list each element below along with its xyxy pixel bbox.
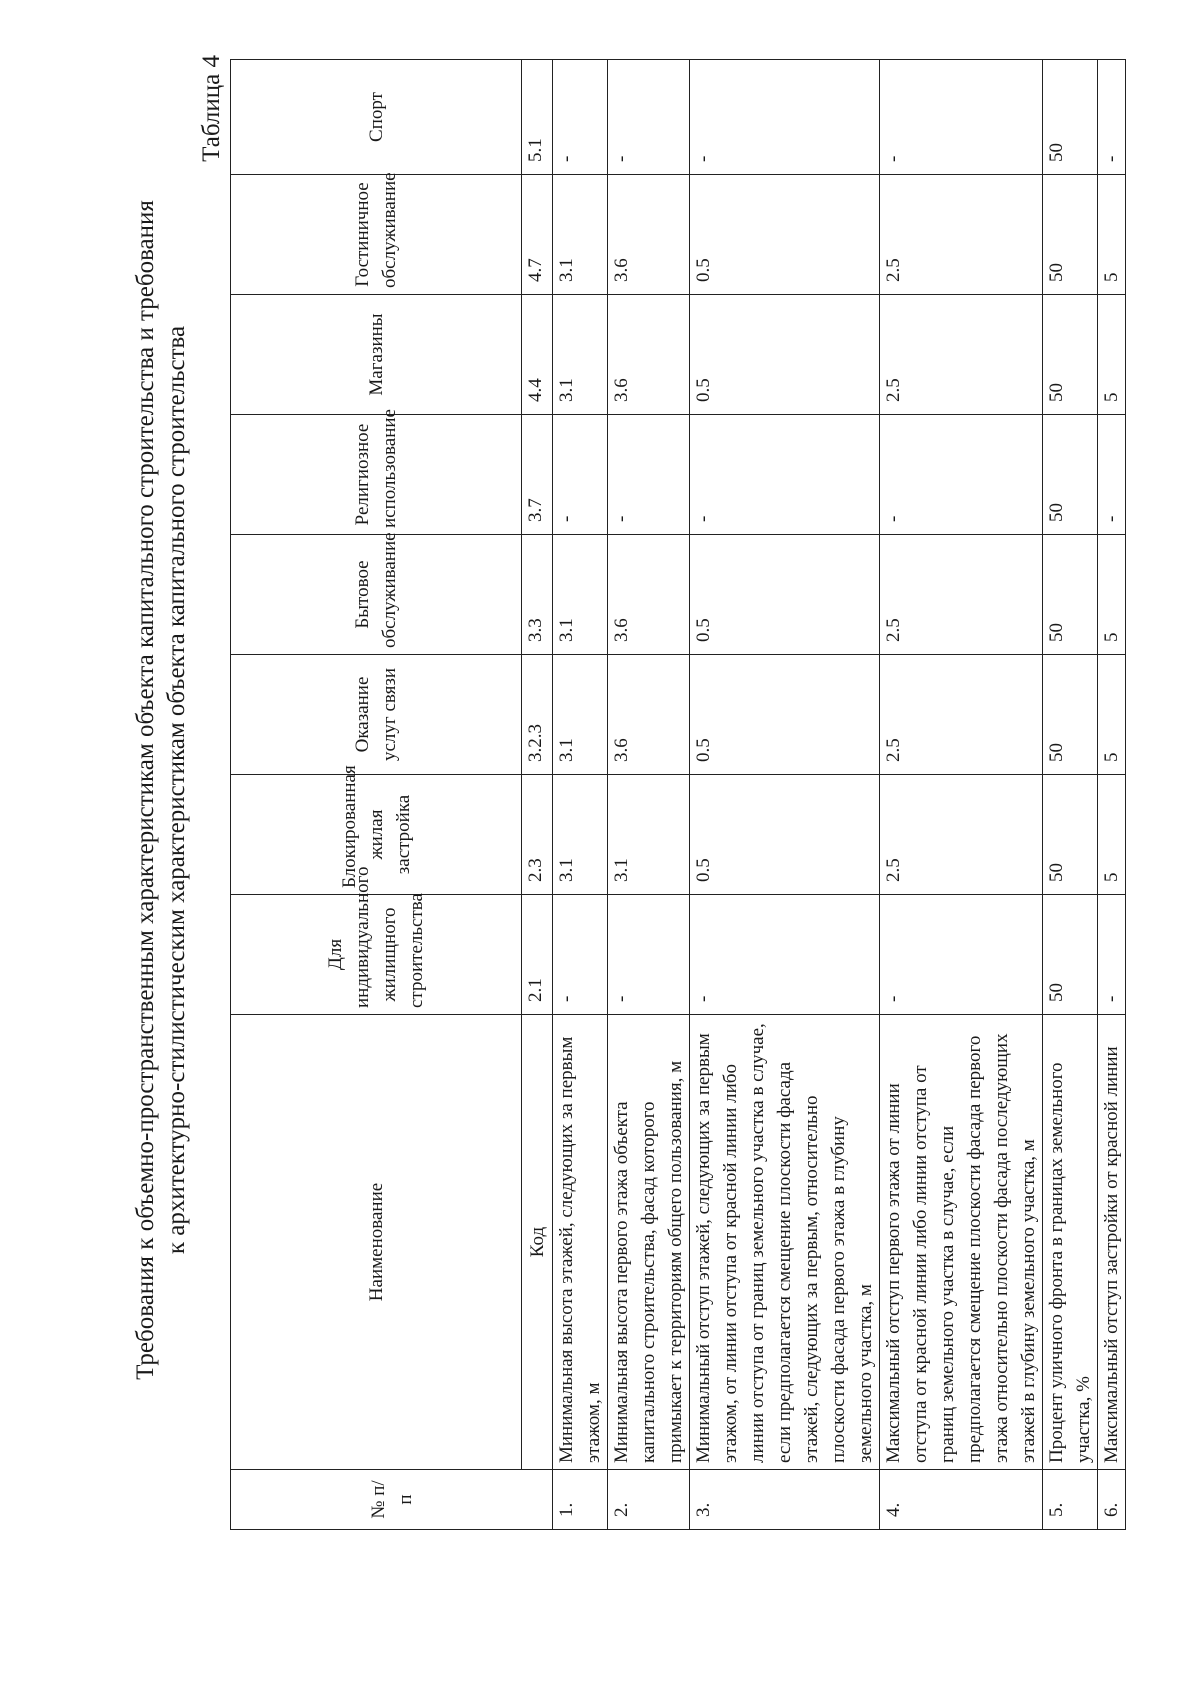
row-value: 3.1 bbox=[608, 775, 690, 895]
title-line-1: Требования к объемно-пространственным характеристикам объекта капитального строительства и требования bbox=[132, 200, 159, 1380]
row-value: 0.5 bbox=[690, 775, 880, 895]
row-number: 6. bbox=[1098, 1470, 1126, 1530]
header-col-4: Бытовое обслуживание bbox=[231, 535, 522, 655]
row-name: Минимальная высота этажей, следующих за первым этажом, м bbox=[553, 1015, 608, 1470]
header-col-7: Гостиничное обслуживание bbox=[231, 175, 522, 295]
row-value: 5 bbox=[1098, 295, 1126, 415]
row-value: - bbox=[690, 60, 880, 175]
row-value: 3.6 bbox=[608, 295, 690, 415]
row-value: - bbox=[690, 895, 880, 1015]
code-col-2: 2.3 bbox=[522, 775, 553, 895]
table-row bbox=[690, 60, 880, 1530]
row-name: Максимальный отступ застройки от красной линии bbox=[1098, 1015, 1126, 1470]
row-value: 2.5 bbox=[880, 775, 1043, 895]
row-value: - bbox=[1098, 60, 1126, 175]
header-col-3: Оказание услуг связи bbox=[231, 655, 522, 775]
header-col-5: Религиозное использование bbox=[231, 415, 522, 535]
title-line-2: к архитектурно-стилистическим характеристикам объекта капитального строительства bbox=[163, 325, 190, 1255]
requirements-table bbox=[230, 59, 1126, 1530]
row-value: - bbox=[553, 415, 608, 535]
row-value: 0.5 bbox=[690, 655, 880, 775]
row-number: 4. bbox=[880, 1470, 1043, 1530]
table-row bbox=[1043, 60, 1098, 1530]
row-value: - bbox=[608, 60, 690, 175]
row-value: 2.5 bbox=[880, 655, 1043, 775]
rotated-page bbox=[130, 50, 1130, 1530]
row-number: 3. bbox=[690, 1470, 880, 1530]
table-row bbox=[880, 60, 1043, 1530]
code-col-8: 5.1 bbox=[522, 60, 553, 175]
header-col-1: Для индивидуального жилищного строительства bbox=[231, 895, 522, 1015]
row-value: 3.1 bbox=[553, 655, 608, 775]
row-value: 2.5 bbox=[880, 535, 1043, 655]
row-value: - bbox=[1098, 895, 1126, 1015]
row-value: 3.1 bbox=[553, 175, 608, 295]
row-number: 5. bbox=[1043, 1470, 1098, 1530]
code-col-3: 3.2.3 bbox=[522, 655, 553, 775]
code-col-6: 4.4 bbox=[522, 295, 553, 415]
row-value: - bbox=[690, 415, 880, 535]
row-value: 50 bbox=[1043, 415, 1098, 535]
row-value: 0.5 bbox=[690, 175, 880, 295]
row-value: - bbox=[608, 415, 690, 535]
row-name: Процент уличного фронта в границах земельного участка, % bbox=[1043, 1015, 1098, 1470]
row-value: 5 bbox=[1098, 535, 1126, 655]
row-value: - bbox=[1098, 415, 1126, 535]
row-value: 50 bbox=[1043, 60, 1098, 175]
header-name: Наименование bbox=[231, 1015, 522, 1470]
row-value: 50 bbox=[1043, 295, 1098, 415]
row-value: 2.5 bbox=[880, 295, 1043, 415]
header-col-6: Магазины bbox=[231, 295, 522, 415]
row-value: 50 bbox=[1043, 535, 1098, 655]
row-value: 50 bbox=[1043, 895, 1098, 1015]
row-value: - bbox=[880, 415, 1043, 535]
row-value: 5 bbox=[1098, 775, 1126, 895]
row-value: 0.5 bbox=[690, 535, 880, 655]
row-number: 2. bbox=[608, 1470, 690, 1530]
table-row bbox=[1098, 60, 1126, 1530]
code-col-1: 2.1 bbox=[522, 895, 553, 1015]
document-title bbox=[130, 50, 192, 1530]
row-value: 5 bbox=[1098, 655, 1126, 775]
row-value: 3.1 bbox=[553, 295, 608, 415]
row-value: 3.6 bbox=[608, 175, 690, 295]
table-row bbox=[553, 60, 608, 1530]
row-value: - bbox=[553, 895, 608, 1015]
code-col-5: 3.7 bbox=[522, 415, 553, 535]
row-name: Минимальный отступ этажей, следующих за первым этажом, от линии отступа от красной линии либо линии отступа от границ земельного участка в случае, если предполагается смещение плоскости фасада этажей, следующих за первым, относительно плоскости фасада первого этажа в глубину земельного участка, м bbox=[690, 1015, 880, 1470]
row-value: 3.6 bbox=[608, 535, 690, 655]
header-col-2: Блокированная жилая застройка bbox=[231, 775, 522, 895]
row-value: 50 bbox=[1043, 775, 1098, 895]
row-value: - bbox=[608, 895, 690, 1015]
row-name: Минимальная высота первого этажа объекта капитального строительства, фасад которого примыкает к территориям общего пользования, м bbox=[608, 1015, 690, 1470]
row-value: 0.5 bbox=[690, 295, 880, 415]
row-value: 3.1 bbox=[553, 535, 608, 655]
row-name: Максимальный отступ первого этажа от линии отступа от красной линии либо линии отступа от границ земельного участка в случае, если предполагается смещение плоскости фасада первого этажа относительно плоскости фасада последующих этажей в глубину земельного участка, м bbox=[880, 1015, 1043, 1470]
row-value: - bbox=[553, 60, 608, 175]
row-value: - bbox=[880, 895, 1043, 1015]
row-value: 50 bbox=[1043, 175, 1098, 295]
row-value: 50 bbox=[1043, 655, 1098, 775]
code-col-7: 4.7 bbox=[522, 175, 553, 295]
header-row bbox=[231, 60, 522, 1530]
code-row bbox=[522, 60, 553, 1530]
header-col-8: Спорт bbox=[231, 60, 522, 175]
row-value: 5 bbox=[1098, 175, 1126, 295]
header-num: № п/п bbox=[231, 1470, 553, 1530]
code-label: Код bbox=[522, 1015, 553, 1470]
code-col-4: 3.3 bbox=[522, 535, 553, 655]
row-number: 1. bbox=[553, 1470, 608, 1530]
table-label: Таблица 4 bbox=[198, 55, 225, 162]
table-row bbox=[608, 60, 690, 1530]
row-value: 3.6 bbox=[608, 655, 690, 775]
row-value: 2.5 bbox=[880, 175, 1043, 295]
row-value: - bbox=[880, 60, 1043, 175]
row-value: 3.1 bbox=[553, 775, 608, 895]
